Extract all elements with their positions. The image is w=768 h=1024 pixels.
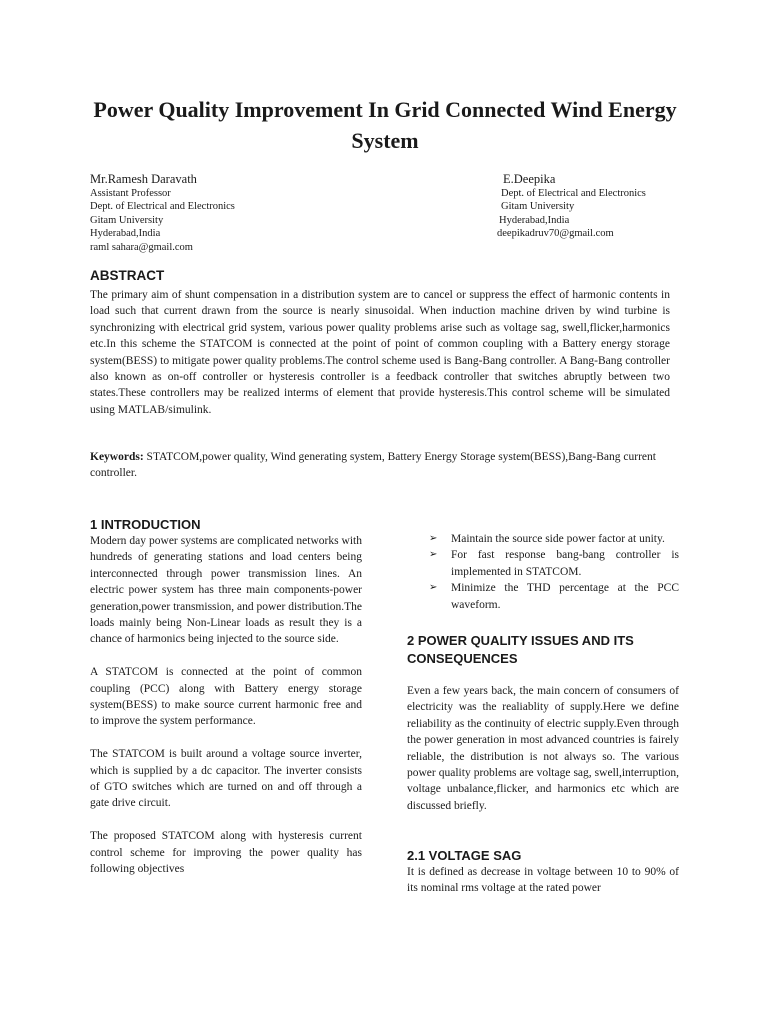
author-dept: Dept. of Electrical and Electronics: [501, 188, 646, 199]
author-university: Gitam University: [501, 201, 575, 213]
paragraph: The proposed STATCOM along with hysteresis current control scheme for improving the power quality has following objectives: [90, 830, 362, 876]
arrow-bullet-icon: ➢: [429, 533, 438, 544]
author-dept: Dept. of Electrical and Electronics: [90, 201, 235, 213]
author-name: Mr.Ramesh Daravath: [90, 172, 197, 186]
author-location: Hyderabad,India: [90, 228, 161, 240]
arrow-bullet-icon: ➢: [429, 549, 438, 561]
arrow-bullet-icon: ➢: [429, 582, 438, 594]
section-heading-voltage-sag: 2.1 VOLTAGE SAG: [407, 848, 522, 863]
objectives-list: [407, 531, 679, 613]
author-email: raml sahara@gmail.com: [90, 241, 193, 253]
keywords-label: Keywords:: [90, 451, 144, 463]
keywords: [90, 449, 670, 482]
list-item: ➢ Maintain the source side power factor at unity.: [407, 531, 679, 547]
keywords-text: STATCOM,power quality, Wind generating system, Battery Energy Storage system(BESS),Bang-Bang current controller.: [90, 451, 656, 480]
paragraph: Modern day power systems are complicated networks with hundreds of generating stations and load centers being interconnected through power transmission lines. An electric power system has three main components-power generation,power transmission, and power distribution.The loads mainly being Non-Linear loads as result they is a chance of harmonics being injected to the source side.: [90, 535, 362, 646]
paragraph: A STATCOM is connected at the point of common coupling (PCC) along with Battery energy storage system(BESS) to make source current harmonic free and to improve the system performance.: [90, 666, 362, 728]
author-block-2: [497, 171, 646, 241]
author-block-1: [90, 171, 235, 254]
author-name: E.Deepika: [503, 172, 556, 186]
abstract-heading: ABSTRACT: [90, 268, 165, 283]
section2-body: Even a few years back, the main concern of consumers of electricity was the realiablity of supply.Here we define reliability as the continuity of electric supply.Even through the power generation in most advanced countries is fairely reliable, the distribution is not always so. The various power quality problems are voltage sag, swell,interruption, voltage unbalance,flicker, and harmonics etc which are discussed briefly.: [407, 685, 679, 812]
author-university: Gitam University: [90, 214, 164, 226]
author-location: Hyderabad,India: [499, 214, 570, 226]
introduction-body: [90, 533, 362, 877]
section-heading-power-quality: 2 POWER QUALITY ISSUES AND ITS CONSEQUENCES: [407, 633, 634, 666]
author-position: Assistant Professor: [90, 188, 171, 199]
abstract-text: The primary aim of shunt compensation in a distribution system are to cancel or suppress the effect of harmonic contents in load such that current drawn from the source is nearly sinusoidal. When induction machine driven by wind turbine is synchronizing with electrical grid system, various power quality problems arise such as voltage sag, swell,flicker,harmonics etc.In this scheme the STATCOM is connected at the point of point of common coupling with a Battery energy storage system(BESS) to mitigate power quality problems.The control scheme used is Bang-Bang controller. A Bang-Bang controller also known as on-off controller or hysteresis controller is a feedback controller that switches abruptly between two states.These controllers may be realized interms of element that provide hysteresis.This control scheme will be simulated using MATLAB/simulink.: [90, 289, 670, 416]
author-email: deepikadruv70@gmail.com: [497, 228, 614, 240]
section21-body: It is defined as decrease in voltage between 10 to 90% of its nominal rms voltage at the rated power: [407, 866, 679, 895]
list-item: ➢ For fast response bang-bang controller is implemented in STATCOM.: [429, 549, 679, 578]
paper-title: Power Quality Improvement In Grid Connected Wind Energy System: [93, 97, 677, 153]
paragraph: The STATCOM is built around a voltage source inverter, which is supplied by a dc capacitor. The inverter consists of GTO switches which are turned on and off through a gate drive circuit.: [90, 748, 362, 810]
list-item: ➢ Minimize the THD percentage at the PCC waveform.: [429, 582, 679, 611]
section-heading-introduction: 1 INTRODUCTION: [90, 517, 201, 532]
